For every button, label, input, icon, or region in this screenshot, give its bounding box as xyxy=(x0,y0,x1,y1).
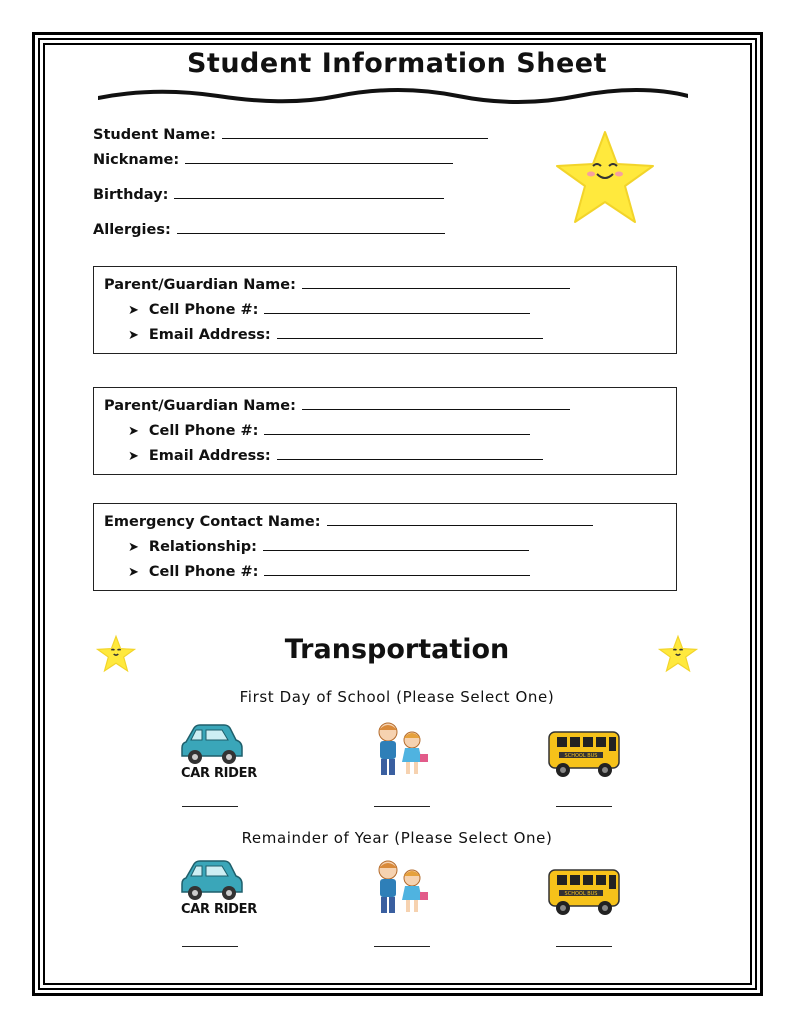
allergies-field[interactable] xyxy=(177,219,445,234)
guardian-1-phone-label: Cell Phone #: xyxy=(148,302,259,318)
bus-text: SCHOOL BUS xyxy=(564,891,598,897)
guardian-2-email-label: Email Address: xyxy=(148,448,271,464)
birthday-field[interactable] xyxy=(174,184,444,199)
school-bus-icon xyxy=(545,864,623,920)
walker-remainder-blank[interactable] xyxy=(374,936,430,950)
guardian-2-phone-field[interactable] xyxy=(264,420,530,435)
page-title: Student Information Sheet xyxy=(186,48,607,79)
walker-first-day-blank[interactable] xyxy=(374,796,430,810)
arrow-bullet-icon: ➤ xyxy=(128,328,139,343)
guardian-2-phone-row xyxy=(128,420,530,439)
guardian-2-phone-label: Cell Phone #: xyxy=(148,423,259,439)
car-icon xyxy=(178,722,246,766)
bus-text: SCHOOL BUS xyxy=(564,753,598,759)
arrow-bullet-icon: ➤ xyxy=(128,424,139,439)
car-rider-label: CAR RIDER xyxy=(181,766,257,781)
guardian-2-name-field[interactable] xyxy=(302,395,570,410)
emergency-name-row xyxy=(104,511,593,530)
nickname-field[interactable] xyxy=(185,149,453,164)
emergency-box xyxy=(93,503,677,591)
guardian-1-phone-field[interactable] xyxy=(264,299,530,314)
emergency-phone-field[interactable] xyxy=(264,561,530,576)
walker-icon xyxy=(370,720,432,780)
star-icon xyxy=(553,128,657,228)
allergies-row xyxy=(93,219,445,238)
emergency-phone-label: Cell Phone #: xyxy=(148,564,259,580)
guardian-2-name-row xyxy=(104,395,570,414)
allergies-label: Allergies: xyxy=(93,222,171,238)
arrow-bullet-icon: ➤ xyxy=(128,565,139,580)
car-rider-label: CAR RIDER xyxy=(181,902,257,917)
guardian-1-name-label: Parent/Guardian Name: xyxy=(104,277,296,293)
arrow-bullet-icon: ➤ xyxy=(128,303,139,318)
bus-remainder-blank[interactable] xyxy=(556,936,612,950)
guardian-1-name-row xyxy=(104,274,570,293)
guardian-1-email-field[interactable] xyxy=(277,324,543,339)
wave-divider xyxy=(98,86,688,108)
arrow-bullet-icon: ➤ xyxy=(128,449,139,464)
student-name-label: Student Name: xyxy=(93,127,216,143)
school-bus-icon xyxy=(545,726,623,782)
bus-first-day-blank[interactable] xyxy=(556,796,612,810)
nickname-row xyxy=(93,149,453,168)
car-icon xyxy=(178,858,246,902)
guardian-2-email-field[interactable] xyxy=(277,445,543,460)
emergency-relationship-row xyxy=(128,536,529,555)
guardian-2-name-label: Parent/Guardian Name: xyxy=(104,398,296,414)
guardian-1-phone-row xyxy=(128,299,530,318)
student-name-row xyxy=(93,124,488,143)
emergency-relationship-label: Relationship: xyxy=(148,539,257,555)
arrow-bullet-icon: ➤ xyxy=(128,540,139,555)
walker-icon xyxy=(370,858,432,918)
student-name-field[interactable] xyxy=(222,124,488,139)
car-rider-remainder-blank[interactable] xyxy=(182,936,238,950)
guardian-1-name-field[interactable] xyxy=(302,274,570,289)
emergency-name-label: Emergency Contact Name: xyxy=(104,514,321,530)
birthday-label: Birthday: xyxy=(93,187,169,203)
first-day-label: First Day of School (Please Select One) xyxy=(239,688,555,706)
emergency-phone-row xyxy=(128,561,530,580)
emergency-relationship-field[interactable] xyxy=(263,536,529,551)
guardian-1-email-label: Email Address: xyxy=(148,327,271,343)
car-rider-first-day-blank[interactable] xyxy=(182,796,238,810)
guardian-2-email-row xyxy=(128,445,543,464)
birthday-row xyxy=(93,184,444,203)
transportation-heading: Transportation xyxy=(284,634,510,665)
guardian-1-email-row xyxy=(128,324,543,343)
nickname-label: Nickname: xyxy=(93,152,180,168)
remainder-label: Remainder of Year (Please Select One) xyxy=(241,829,553,847)
emergency-name-field[interactable] xyxy=(327,511,593,526)
guardian-1-box xyxy=(93,266,677,354)
guardian-2-box xyxy=(93,387,677,475)
